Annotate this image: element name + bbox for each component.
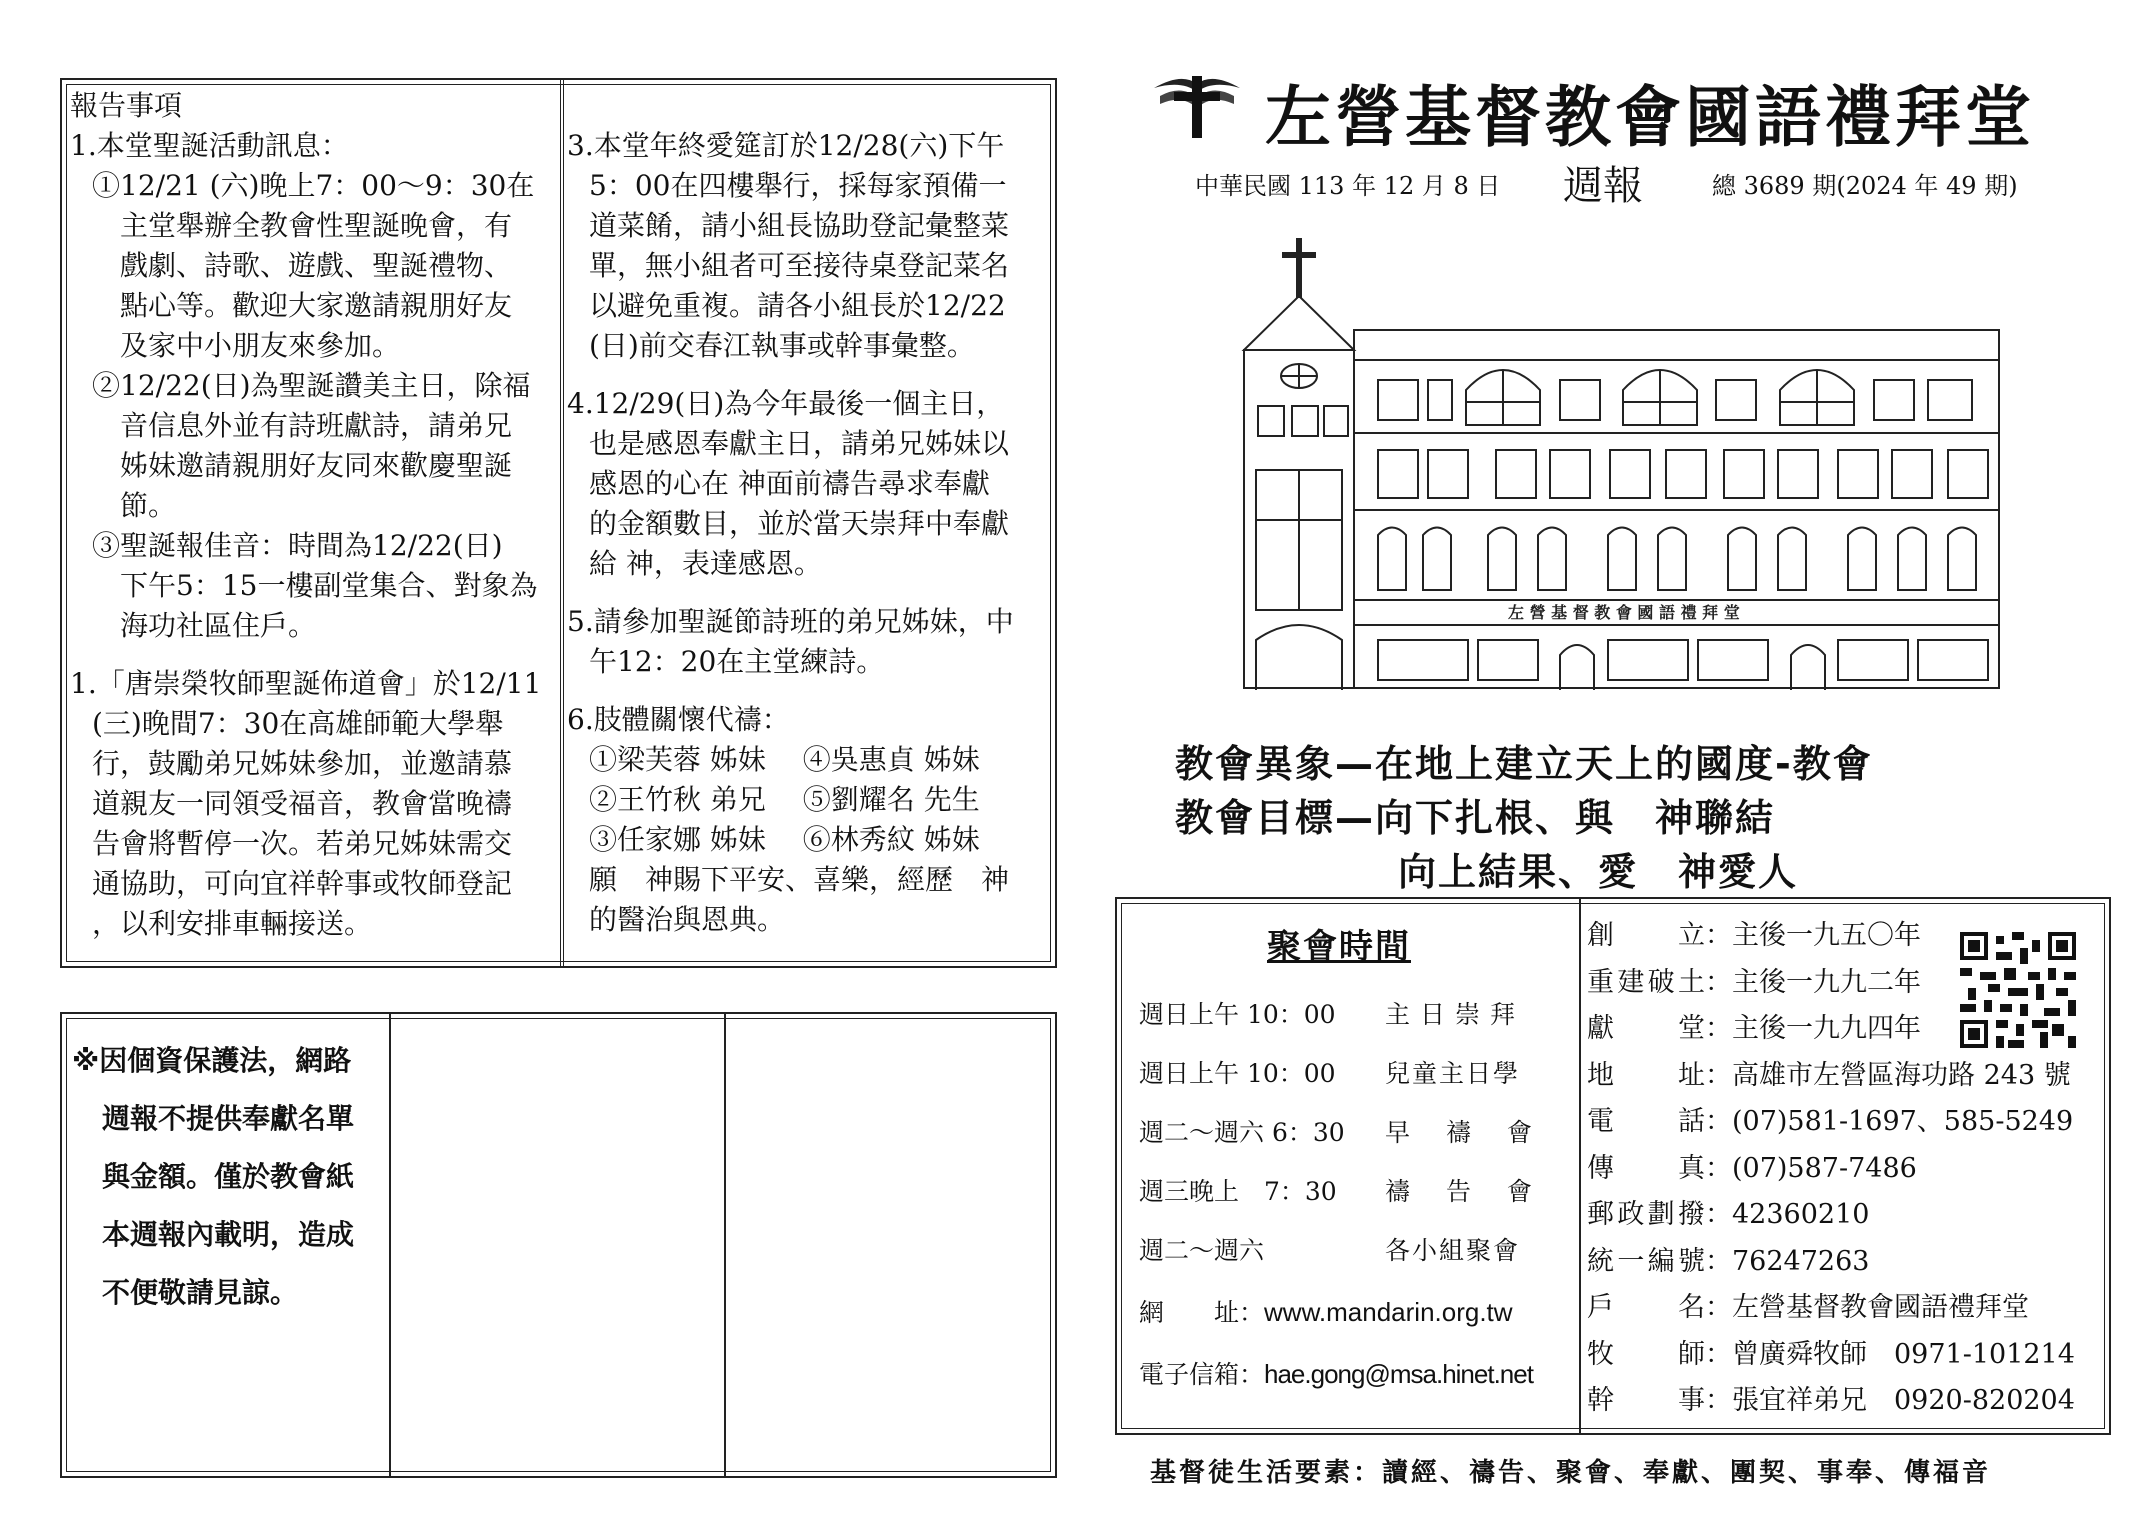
church-goal-line2: 向上結果、愛 神愛人 — [1398, 850, 1799, 894]
meeting-item — [1139, 1172, 1546, 1208]
announcement-line: ③聖誕報佳音：時間為12/22(日) — [92, 529, 503, 562]
spacer — [70, 646, 556, 664]
fact-label: 戶名 — [1587, 1292, 1705, 1323]
spacer — [567, 366, 1051, 384]
fact-label: 傳真 — [1587, 1152, 1705, 1184]
announcement-line: 也是感恩奉獻主日，請弟兄姊妹以 — [589, 427, 1010, 460]
announcement-line: 1.「唐崇榮牧師聖誕佈道會」於12/11 — [70, 667, 542, 700]
announcement-line: 主堂舉辦全教會性聖誕晚會，有 — [120, 209, 513, 242]
website-link[interactable]: www.mandarin.org.tw — [1264, 1297, 1513, 1327]
meeting-name: 早 禱 會 — [1385, 1118, 1546, 1147]
column-divider — [560, 80, 564, 966]
fact-row — [1587, 1239, 1869, 1278]
fact-row — [1587, 960, 1921, 999]
christian-life-essentials: 基督徒生活要素：讀經、禱告、聚會、奉獻、團契、事奉、傳福音 — [1150, 1458, 1992, 1488]
column-divider — [1579, 899, 1581, 1433]
meeting-item — [1139, 1054, 1520, 1090]
fact-label: 電話 — [1587, 1106, 1705, 1137]
meeting-item — [1139, 1113, 1546, 1149]
meeting-item — [1139, 995, 1525, 1031]
website-row — [1139, 1293, 1513, 1329]
fact-row — [1587, 1285, 2029, 1324]
meeting-time: 週二～週六 6：30 — [1139, 1118, 1345, 1147]
announcements-box — [60, 78, 1057, 968]
church-goal-line1: 教會目標—向下扎根、與 神聯結 — [1175, 796, 1776, 840]
fact-row — [1587, 1192, 1869, 1231]
announcement-line: 報告事項 — [70, 89, 183, 122]
fact-label: 重建破土 — [1587, 966, 1705, 998]
announcement-line: (日)前交春江執事或幹事彙整。 — [589, 329, 975, 362]
meeting-time: 週三晚上 7：30 — [1139, 1177, 1337, 1206]
fact-value: ：張宜祥弟兄 0920-820204 — [1705, 1385, 2075, 1416]
fact-value: ：(07)581-1697、585-5249 — [1705, 1106, 2074, 1137]
email-row — [1139, 1355, 1533, 1391]
fact-value: ：主後一九九二年 — [1705, 966, 1921, 998]
email-label: 電子信箱： — [1139, 1360, 1265, 1389]
announcement-line: 通協助，可向宜祥幹事或牧師登記 — [92, 867, 513, 900]
fact-label: 地址 — [1587, 1059, 1705, 1091]
bulletin-date: 中華民國 113 年 12 月 8 日 — [1195, 172, 1501, 200]
meeting-item — [1139, 1231, 1520, 1267]
email-link[interactable]: hae.gong@msa.hinet.net — [1264, 1359, 1533, 1389]
fact-value: ：高雄市左營區海功路 243 號 — [1705, 1059, 2071, 1091]
announcement-line: 音信息外並有詩班獻詩，請弟兄 — [120, 409, 513, 442]
notice-line: 與金額。僅於教會紙 — [102, 1160, 355, 1193]
announcement-line: ②王竹秋 弟兄 ⑤劉耀名 先生 — [589, 783, 980, 816]
meeting-time: 週日上午 10：00 — [1139, 1000, 1336, 1029]
column-divider — [389, 1014, 391, 1476]
announcement-line: 道菜餚，請小組長協助登記彙整菜 — [589, 209, 1010, 242]
notice-line: 不便敬請見諒。 — [102, 1276, 299, 1309]
announcement-line: 點心等。歡迎大家邀請親朋好友 — [120, 289, 513, 322]
fact-label: 創立 — [1587, 920, 1705, 951]
fact-label: 牧師 — [1587, 1338, 1705, 1370]
fact-value: ：42360210 — [1705, 1199, 1870, 1230]
fact-value: ：76247263 — [1705, 1245, 1870, 1277]
announcement-line: 6.肢體關懷代禱： — [567, 703, 790, 736]
bulletin-label: 週報 — [1563, 163, 1643, 209]
church-name-title: 左營基督教會國語禮拜堂 — [1265, 78, 2035, 156]
announcements-left-column — [70, 86, 556, 944]
notice-line: ※因個資保護法，網路 — [72, 1044, 352, 1077]
fact-row — [1587, 913, 1921, 952]
announcement-line: 告會將暫停一次。若弟兄姊妹需交 — [92, 827, 513, 860]
announcement-line: 海功社區住戶。 — [120, 609, 317, 642]
spacer — [567, 584, 1051, 602]
fact-value: ：主後一九九四年 — [1705, 1013, 1921, 1044]
announcement-line: 5：00在四樓舉行，採每家預備一 — [589, 169, 1007, 202]
announcement-line: 戲劇、詩歌、遊戲、聖誕禮物、 — [120, 249, 513, 282]
meeting-time: 週日上午 10：00 — [1139, 1059, 1336, 1088]
announcement-line: 1.本堂聖誕活動訊息： — [70, 129, 349, 162]
fact-label: 統一編號 — [1587, 1245, 1705, 1277]
announcement-line: 的醫治與恩典。 — [589, 903, 786, 936]
announcement-line: (三)晚間7：30在高雄師範大學舉 — [92, 707, 504, 740]
announcement-line: 行，鼓勵弟兄姊妹參加，並邀請慕 — [92, 747, 513, 780]
announcement-line: ①12/21 (六)晚上7：00～9：30在 — [92, 169, 535, 202]
meeting-name: 兒童主日學 — [1385, 1059, 1521, 1088]
fact-value: ：主後一九五〇年 — [1705, 920, 1921, 951]
church-building-illustration — [1238, 230, 2003, 690]
fact-value: ：曾廣舜牧師 0971-101214 — [1705, 1338, 2075, 1370]
announcement-line: 及家中小朋友來參加。 — [120, 329, 401, 362]
meeting-time: 週二～週六 — [1139, 1236, 1265, 1265]
announcement-line: 姊妹邀請親朋好友同來歡慶聖誕 — [120, 449, 513, 482]
announcement-line: 的金額數目，並於當天崇拜中奉獻 — [589, 507, 1010, 540]
announcement-line: 道親友一同領受福音，教會當晚禱 — [92, 787, 513, 820]
fact-row — [1587, 1378, 2075, 1417]
announcement-line: 感恩的心在 神面前禱告尋求奉獻 — [589, 467, 990, 500]
meeting-name: 主日崇拜 — [1385, 1000, 1526, 1029]
fact-row — [1587, 1146, 1917, 1185]
meeting-name: 禱 告 會 — [1385, 1177, 1546, 1206]
column-divider — [724, 1014, 726, 1476]
fact-label: 幹事 — [1587, 1385, 1705, 1416]
fact-row — [1587, 1053, 2071, 1092]
announcement-line: 願 神賜下平安、喜樂，經歷 神 — [589, 863, 1010, 896]
announcement-line: ③任家娜 姊妹 ⑥林秀紋 姊妹 — [589, 823, 980, 856]
qr-code-icon[interactable] — [1960, 932, 2076, 1048]
notice-line: 週報不提供奉獻名單 — [102, 1102, 355, 1135]
privacy-notice-text — [72, 1032, 382, 1322]
website-label: 網 址： — [1139, 1298, 1265, 1327]
fact-row — [1587, 1006, 1921, 1045]
announcement-line: 單，無小組者可至接待桌登記菜名 — [589, 249, 1010, 282]
announcement-line: 午12：20在主堂練詩。 — [589, 645, 885, 678]
church-vision: 教會異象—在地上建立天上的國度-教會 — [1175, 742, 1873, 786]
announcement-line: ，以利安排車輛接送。 — [92, 907, 373, 940]
privacy-notice-box — [60, 1012, 1057, 1478]
church-logo-icon — [1152, 70, 1242, 140]
building-sign: 左 營 基 督 教 會 國 語 禮 拜 堂 — [1508, 603, 1740, 622]
announcement-line: 下午5：15一樓副堂集合、對象為 — [120, 569, 538, 602]
fact-row — [1587, 1332, 2075, 1371]
spacer — [567, 682, 1051, 700]
meeting-times-title: 聚會時間 — [1267, 927, 1411, 967]
announcements-right-column — [567, 126, 1051, 940]
announcement-line: 以避免重複。請各小組長於12/22 — [589, 289, 1006, 322]
announcement-line: 3.本堂年終愛筵訂於12/28(六)下午 — [567, 129, 1005, 162]
meeting-name: 各小組聚會 — [1385, 1236, 1521, 1265]
announcement-line: 節。 — [120, 489, 177, 522]
announcement-line: 4.12/29(日)為今年最後一個主日， — [567, 387, 1005, 420]
announcement-line: 給 神，表達感恩。 — [589, 547, 822, 580]
fact-row — [1587, 1099, 2073, 1138]
fact-value: ：左營基督教會國語禮拜堂 — [1705, 1292, 2029, 1323]
issue-number: 總 3689 期(2024 年 49 期) — [1712, 172, 2018, 200]
fact-label: 郵政劃撥 — [1587, 1199, 1705, 1230]
notice-line: 本週報內載明，造成 — [102, 1218, 355, 1251]
announcement-line: ②12/22(日)為聖誕讚美主日，除福 — [92, 369, 531, 402]
announcement-line: 5.請參加聖誕節詩班的弟兄姊妹，中 — [567, 605, 1014, 638]
fact-label: 獻堂 — [1587, 1013, 1705, 1044]
announcement-line: ①梁芙蓉 姊妹 ④吳惠貞 姊妹 — [589, 743, 980, 776]
fact-value: ：(07)587-7486 — [1705, 1152, 1917, 1184]
